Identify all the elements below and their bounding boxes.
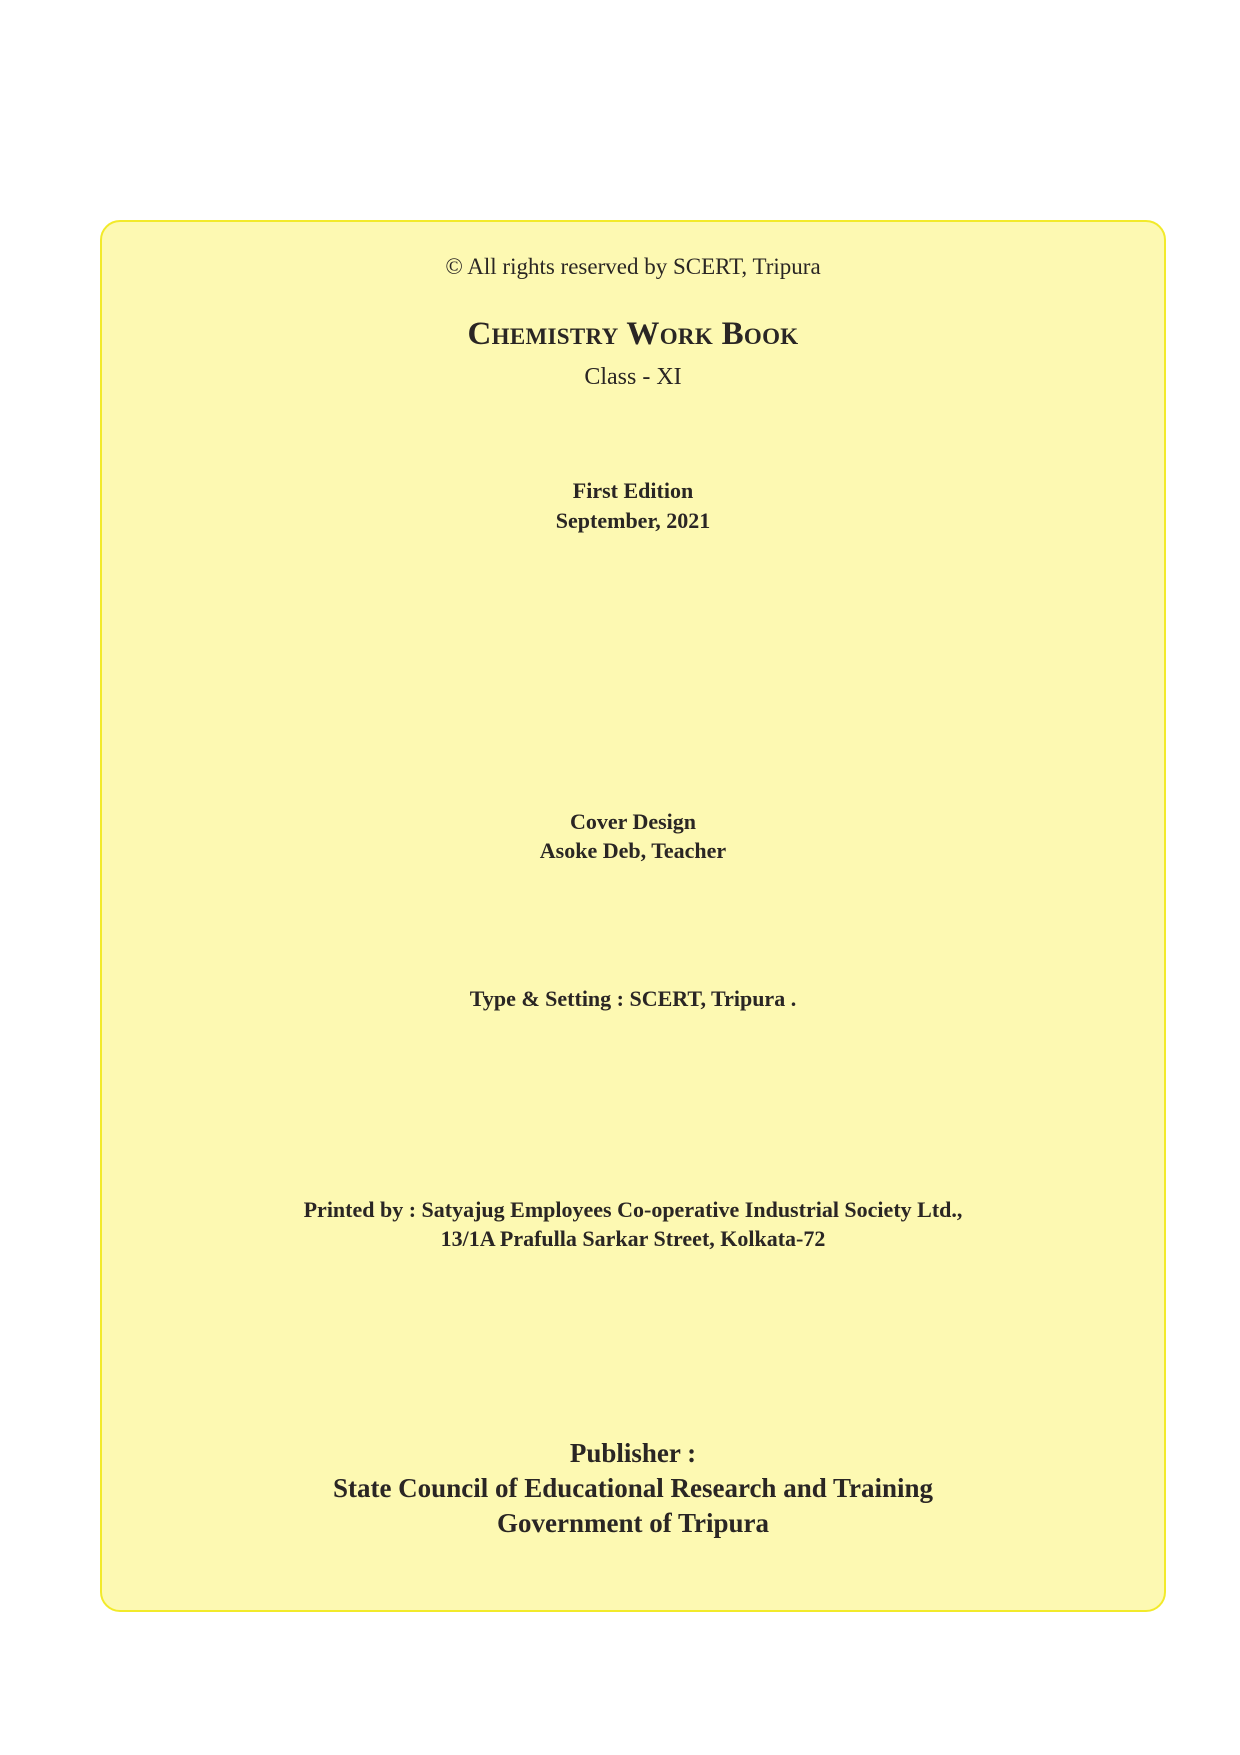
publisher-government: Government of Tripura (497, 1508, 769, 1538)
type-setting-credit: Type & Setting : SCERT, Tripura . (469, 986, 797, 1011)
copyright-notice: © All rights reserved by SCERT, Tripura (445, 254, 821, 279)
publisher-label: Publisher : (569, 1438, 697, 1468)
cover-designer: Asoke Deb, Teacher (539, 838, 727, 863)
printer-name: Printed by : Satyajug Employees Co-operative Industrial Society Ltd., (303, 1197, 963, 1222)
edition-date: September, 2021 (555, 508, 711, 533)
edition-name: First Edition (572, 478, 694, 503)
printer-address: 13/1A Prafulla Sarkar Street, Kolkata-72 (440, 1226, 826, 1251)
class-label: Class - XI (584, 364, 682, 390)
imprint-panel (100, 220, 1166, 1612)
cover-design-label: Cover Design (569, 809, 697, 834)
book-title: Chemistry Work Book (467, 316, 799, 352)
publisher-name: State Council of Educational Research and Training (332, 1473, 934, 1503)
